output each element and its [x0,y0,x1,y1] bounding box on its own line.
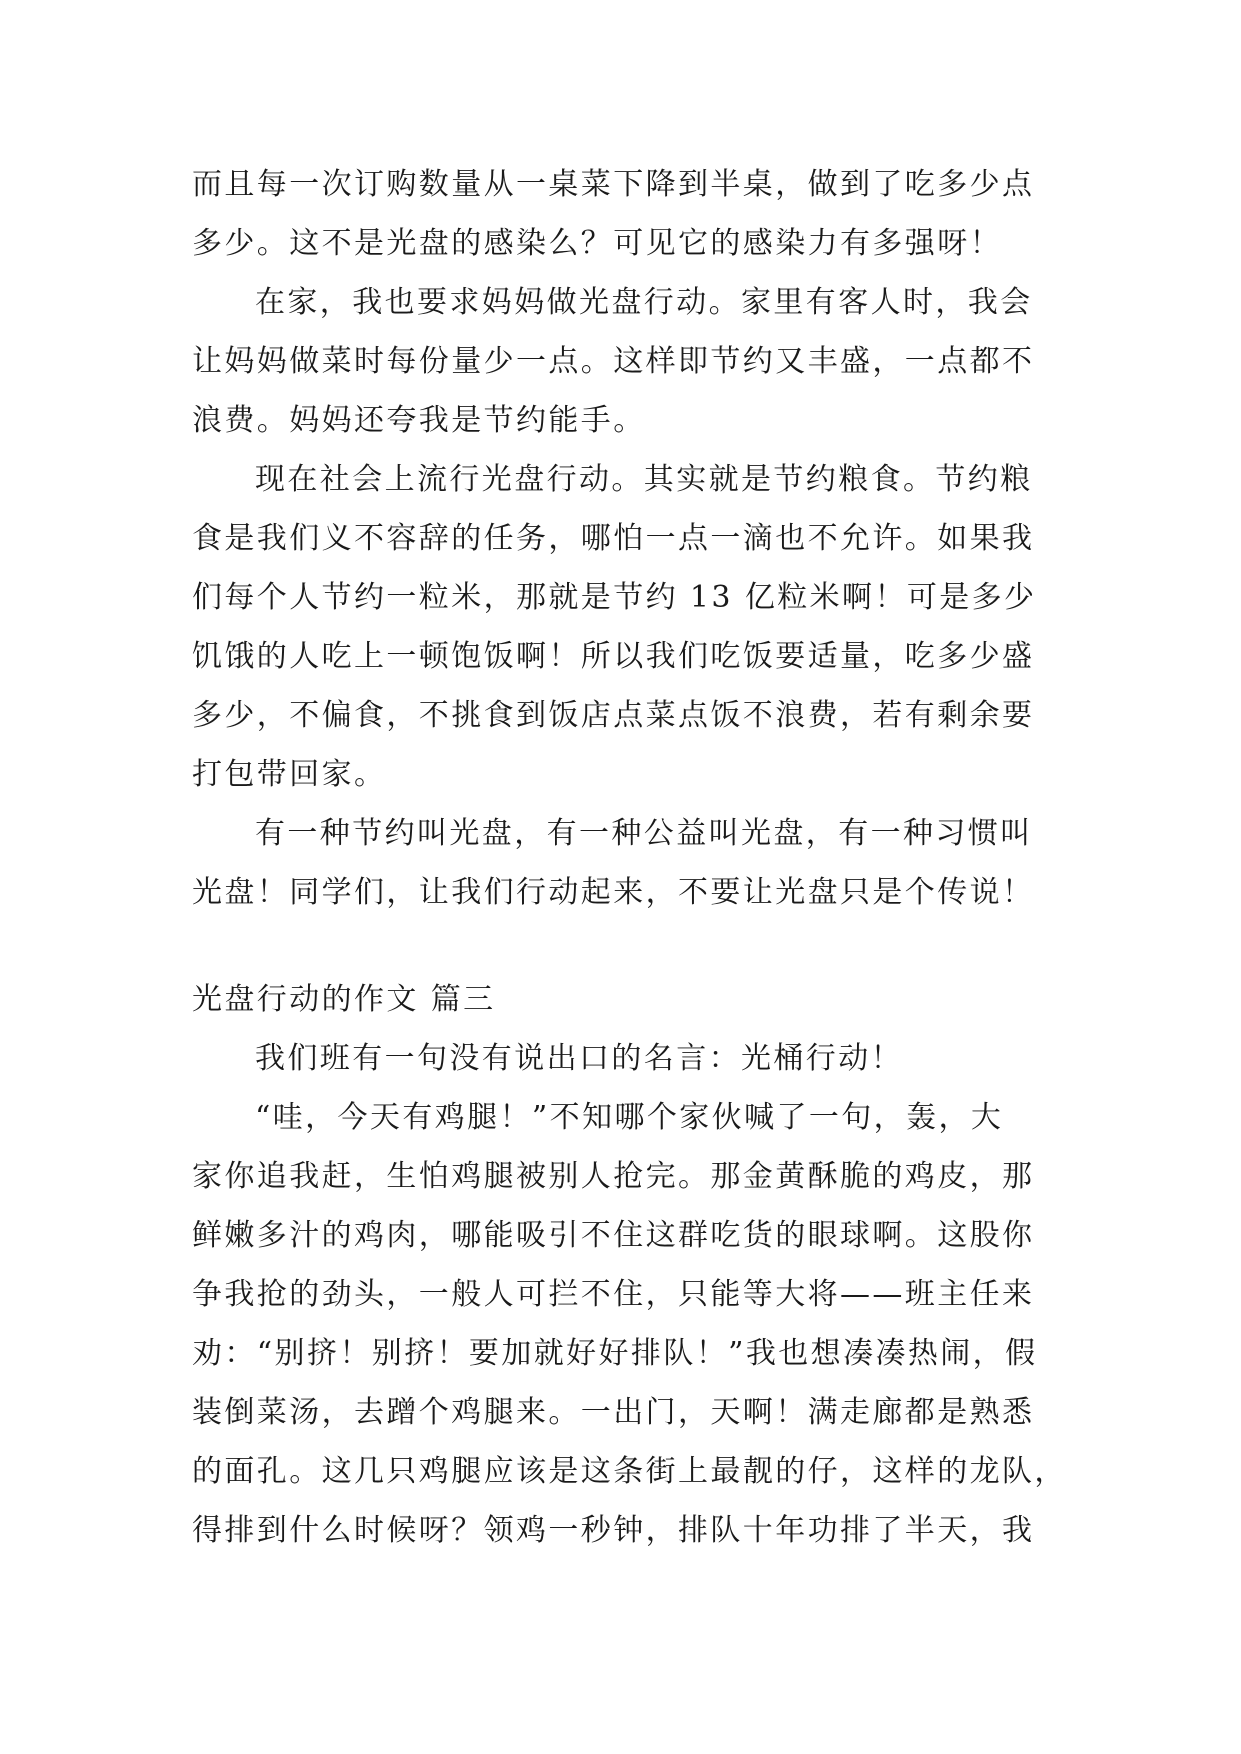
text-line: 争我抢的劲头，一般人可拦不住，只能等大将——班主任来 [192,1277,1035,1312]
text-line: 家你追我赶，生怕鸡腿被别人抢完。那金黄酥脆的鸡皮，那 [192,1159,1035,1194]
paragraph-habit [192,804,1062,922]
text-line: 的面孔。这几只鸡腿应该是这条街上最靓的仔，这样的龙队， [192,1454,1067,1489]
text-line: 浪费。妈妈还夸我是节约能手。 [192,403,646,438]
text-line: 光盘！同学们，让我们行动起来，不要让光盘只是个传说！ [192,875,1035,910]
text-line: 劝：“别挤！别挤！要加就好好排队！”我也想凑凑热闹，假 [192,1336,1038,1371]
paragraph-society [192,450,1062,804]
text-line: 多少。这不是光盘的感染么？可见它的感染力有多强呀！ [192,226,1002,261]
section-title: 光盘行动的作文 篇三 [192,982,496,1017]
paragraph-home [192,273,1062,450]
text-line: 让妈妈做菜时每份量少一点。这样即节约又丰盛，一点都不 [192,344,1035,379]
text-line: 饥饿的人吃上一顿饱饭啊！所以我们吃饭要适量，吃多少盛 [192,639,1035,674]
text-line: 得排到什么时候呀？领鸡一秒钟，排队十年功排了半天，我 [192,1513,1035,1548]
paragraph-continued [192,155,1062,273]
text-line: 在家，我也要求妈妈做光盘行动。家里有客人时，我会 [255,285,1033,320]
text-line: 现在社会上流行光盘行动。其实就是节约粮食。节约粮 [255,462,1033,497]
document-body [192,155,1067,1560]
text-line: 装倒菜汤，去蹭个鸡腿来。一出门，天啊！满走廊都是熟悉 [192,1395,1035,1430]
text-line: 食是我们义不容辞的任务，哪怕一点一滴也不允许。如果我 [192,521,1035,556]
text-line: 们每个人节约一粒米，那就是节约 13 亿粒米啊！可是多少 [192,580,1037,615]
paragraph-chicken [192,1088,1067,1560]
section-spacer [192,922,1062,970]
text-line: 鲜嫩多汁的鸡肉，哪能吸引不住这群吃货的眼球啊。这股你 [192,1218,1035,1253]
text-line: “哇，今天有鸡腿！”不知哪个家伙喊了一句，轰，大 [255,1100,1004,1135]
text-line: 而且每一次订购数量从一桌菜下降到半桌，做到了吃多少点 [192,167,1035,202]
text-line: 多少，不偏食，不挑食到饭店点菜点饭不浪费，若有剩余要 [192,698,1035,733]
text-line: 打包带回家。 [192,757,387,792]
paragraph-motto: 我们班有一句没有说出口的名言：光桶行动！ [255,1041,903,1076]
text-line: 有一种节约叫光盘，有一种公益叫光盘，有一种习惯叫 [255,816,1033,851]
